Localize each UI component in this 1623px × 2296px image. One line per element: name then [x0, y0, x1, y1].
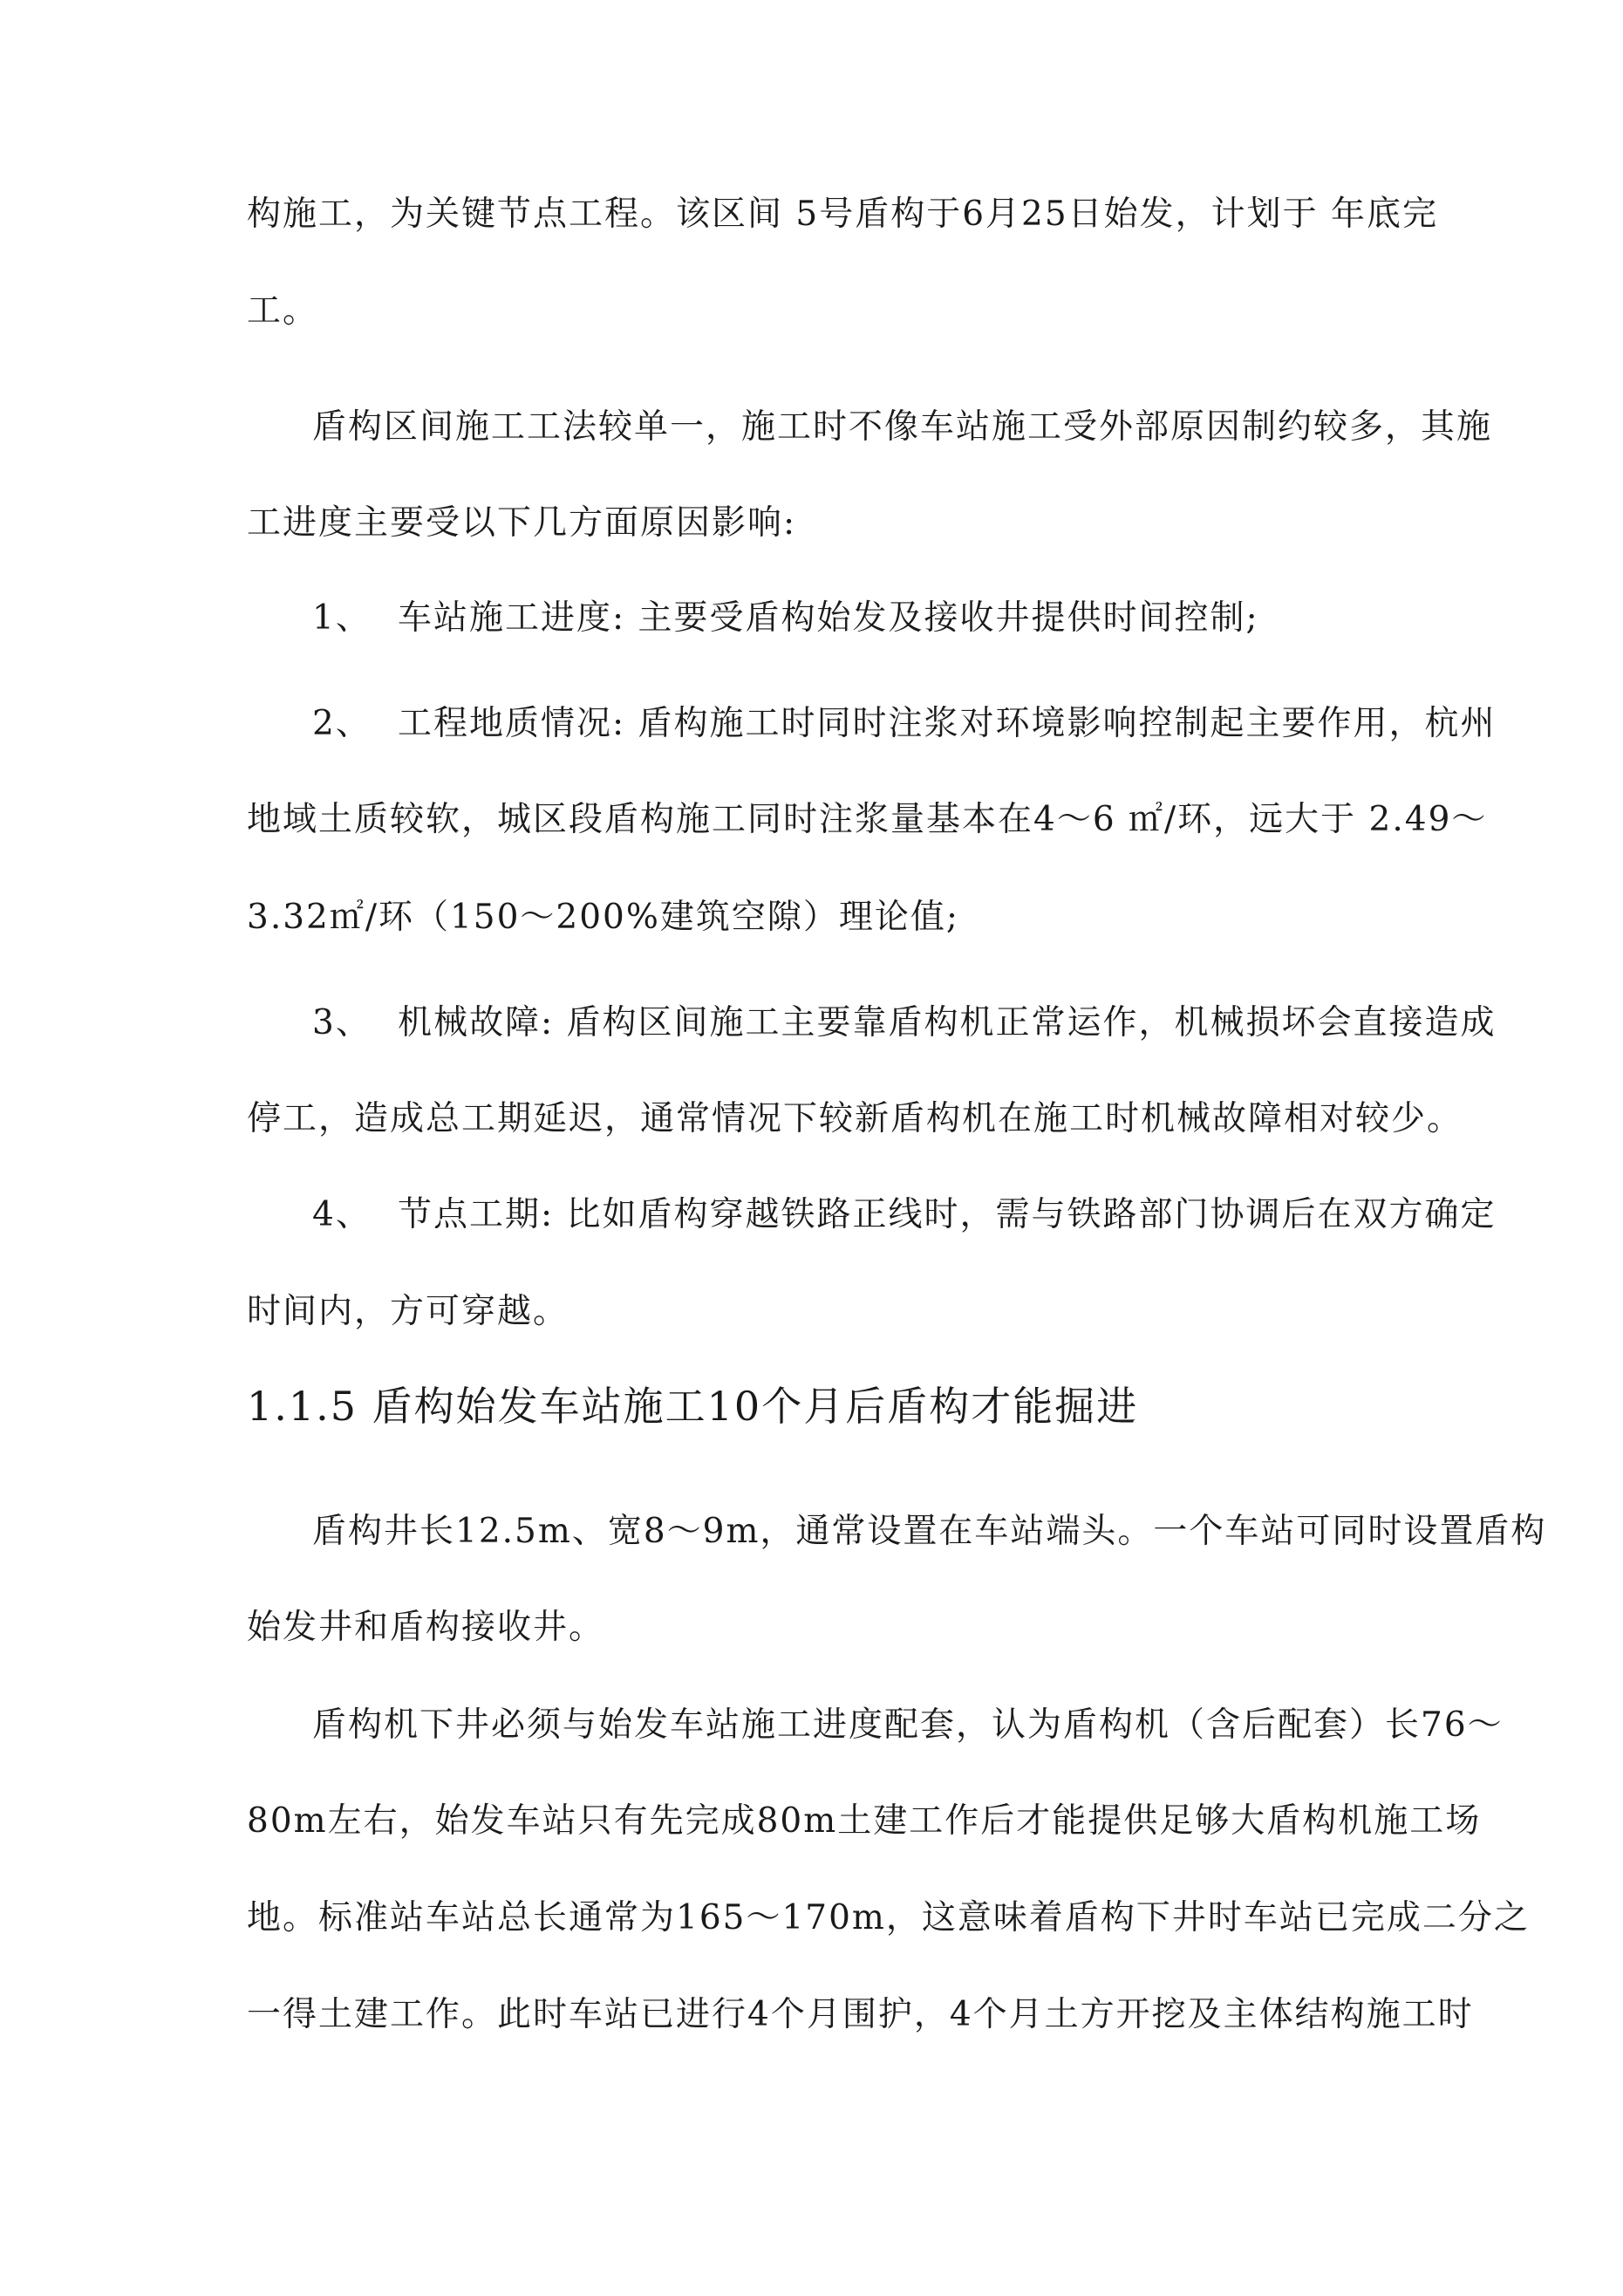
list-item-1-line-1: 车站施工进度: 主要受盾构始发及接收井提供时间控制; — [398, 598, 1259, 638]
section-heading: 1.1.5 盾构始发车站施工10个月后盾构才能掘进 — [247, 1383, 1139, 1430]
list-item-3-line-2: 停工，造成总工期延迟，通常情况下较新盾构机在施工时机械故障相对较少。 — [247, 1099, 1463, 1138]
section-paragraph-1-line-2: 始发井和盾构接收井。 — [247, 1608, 605, 1647]
list-item-4 — [312, 1193, 1497, 1237]
section-paragraph-2-line-1: 盾构机下井必须与始发车站施工进度配套，认为盾构机（含后配套）长76～ — [312, 1705, 1504, 1745]
list-item-1 — [312, 597, 1259, 640]
paragraph-2-line-1: 盾构区间施工工法较单一，施工时不像车站施工受外部原因制约较多，其施 — [312, 407, 1493, 447]
list-item-4-line-1: 节点工期: 比如盾构穿越铁路正线时，需与铁路部门协调后在双方确定 — [398, 1195, 1497, 1234]
list-item-2-line-2: 地域土质较软，城区段盾构施工同时注浆量基本在4～6 ㎡/环，远大于 2.49～ — [247, 800, 1488, 839]
section-paragraph-2-line-2: 80m左右，始发车站只有先完成80m土建工作后才能提供足够大盾构机施工场 — [247, 1801, 1482, 1841]
list-item-3 — [312, 1001, 1497, 1045]
list-item-4-number: 4、 — [312, 1195, 372, 1234]
paragraph-1-line-1: 构施工，为关键节点工程。该区间 5号盾构于6月25日始发，计划于 年底完 — [247, 195, 1439, 234]
paragraph-1-line-2: 工。 — [247, 291, 319, 331]
section-paragraph-2-line-3: 地。标准站车站总长通常为165～170m，这意味着盾构下井时车站已完成二分之 — [247, 1898, 1530, 1937]
list-item-2-line-3: 3.32㎡/环（150～200%建筑空隙）理论值; — [247, 898, 960, 937]
list-item-2-number: 2、 — [312, 704, 372, 743]
list-item-2-line-1: 工程地质情况: 盾构施工时同时注浆对环境影响控制起主要作用，杭州 — [398, 704, 1497, 743]
list-item-3-line-1: 机械故障: 盾构区间施工主要靠盾构机正常运作，机械损坏会直接造成 — [398, 1003, 1497, 1042]
paragraph-2-line-2: 工进度主要受以下几方面原因影响: — [247, 503, 797, 543]
list-item-3-number: 3、 — [312, 1003, 372, 1042]
section-paragraph-2-line-4: 一得土建工作。此时车站已进行4个月围护，4个月土方开挖及主体结构施工时 — [247, 1995, 1474, 2034]
list-item-2 — [312, 702, 1497, 746]
list-item-4-line-2: 时间内，方可穿越。 — [247, 1292, 569, 1331]
section-paragraph-1-line-1: 盾构井长12.5m、宽8～9m，通常设置在车站端头。一个车站可同时设置盾构 — [312, 1512, 1547, 1551]
list-item-1-number: 1、 — [312, 598, 372, 638]
